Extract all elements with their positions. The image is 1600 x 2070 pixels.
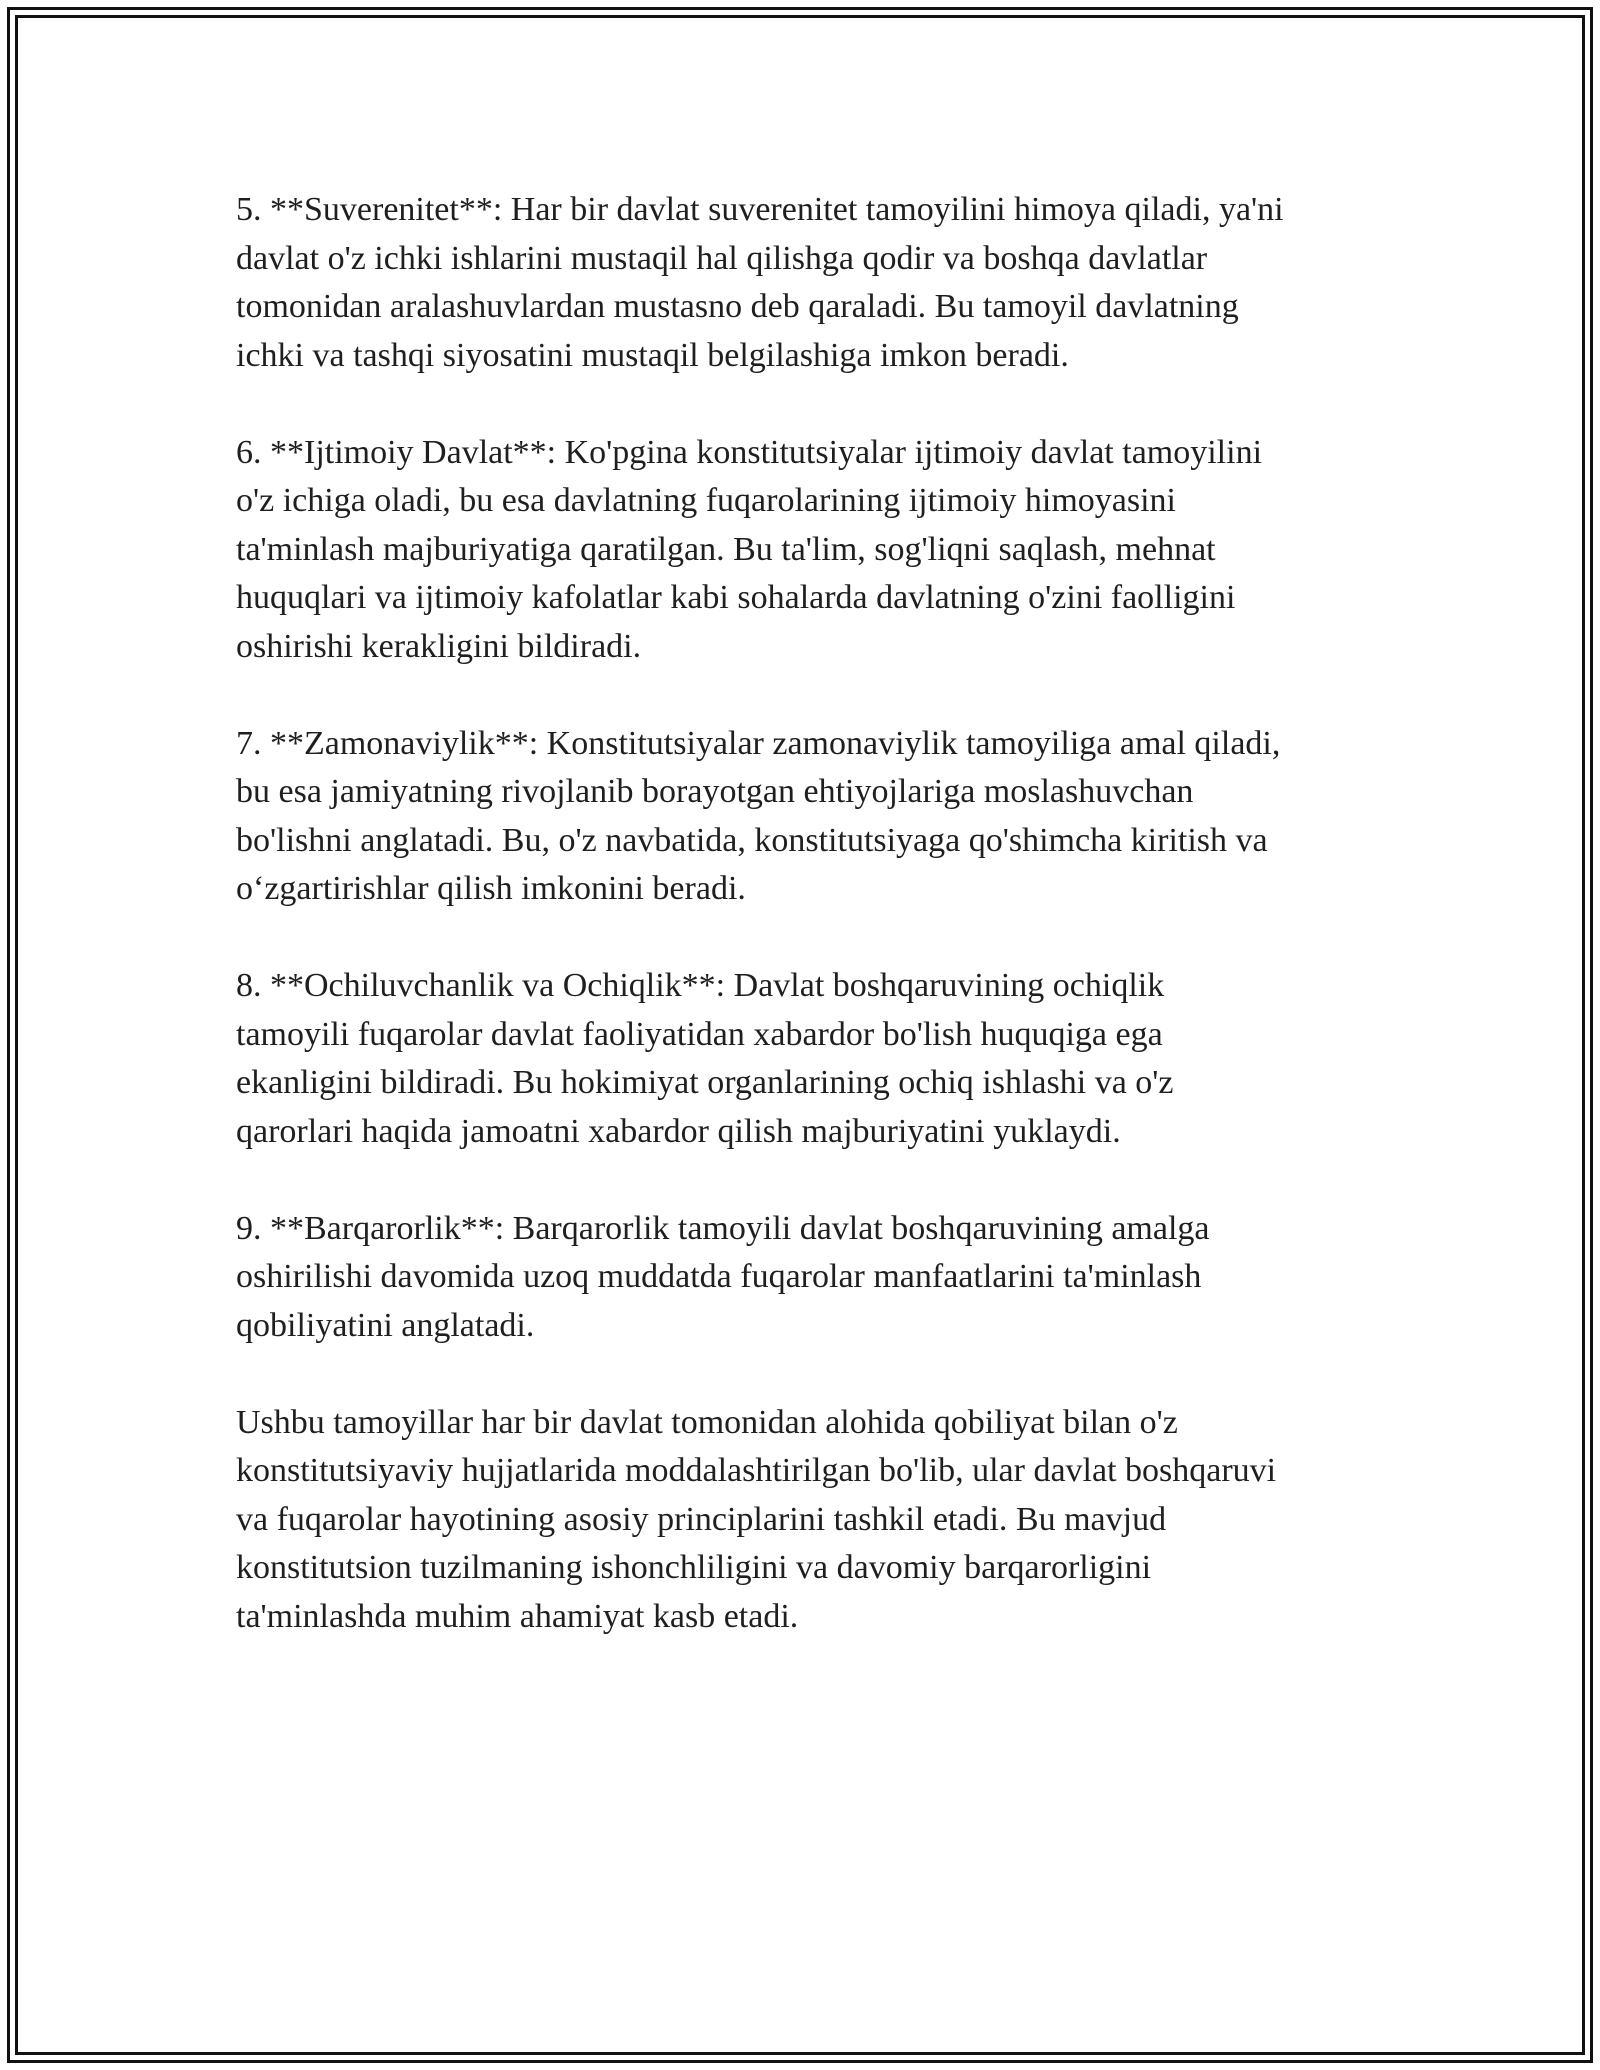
paragraph-zamonaviylik: 7. **Zamonaviylik**: Konstitutsiyalar zamonaviylik tamoyiliga amal qiladi, bu esa jamiyatning rivojlanib borayotgan ehtiyojlariga moslashuvchan bo'lishni anglatadi. Bu, o'z navbatida, konstitutsiyaga qo'shimcha kiritish va o‘zgartirishlar qilish imkonini beradi. [236,724,1281,907]
paragraph-suverenitet: 5. **Suverenitet**: Har bir davlat suverenitet tamoyilini himoya qiladi, ya'ni davlat o'z ichki ishlarini mustaqil hal qilishga qodir va boshqa davlatlar tomonidan aralashuvlardan mustasno deb qaraladi. Bu tamoyil davlatning ichki va tashqi siyosatini mustaqil belgilashiga imkon beradi. [236,191,1284,374]
paragraph-barqarorlik: 9. **Barqarorlik**: Barqarorlik tamoyili davlat boshqaruvining amalga oshirilishi davomida uzoq muddatda fuqarolar manfaatlarini ta'minlash qobiliyatini anglatadi. [236,1209,1210,1344]
document-body [236,186,1376,1641]
paragraph-ochiqlik: 8. **Ochiluvchanlik va Ochiqlik**: Davlat boshqaruvining ochiqlik tamoyili fuqarolar davlat faoliyatidan xabardor bo'lish huquqiga ega ekanligini bildiradi. Bu hokimiyat organlarining ochiq ishlashi va o'z qarorlari haqida jamoatni xabardor qilish majburiyatini yuklaydi. [236,967,1174,1150]
paragraph-ijtimoiy-davlat: 6. **Ijtimoiy Davlat**: Ko'pgina konstitutsiyalar ijtimoiy davlat tamoyilini o'z ichiga oladi, bu esa davlatning fuqarolarining ijtimoiy himoyasini ta'minlash majburiyatiga qaratilgan. Bu ta'lim, sog'liqni saqlash, mehnat huquqlari va ijtimoiy kafolatlar kabi sohalarda davlatning o'zini faolligini oshirishi kerakligini bildiradi. [236,433,1263,665]
paragraph-conclusion: Ushbu tamoyillar har bir davlat tomonidan alohida qobiliyat bilan o'z konstitutsiyaviy hujjatlarida moddalashtirilgan bo'lib, ular davlat boshqaruvi va fuqarolar hayotining asosiy principlarini tashkil etadi. Bu mavjud konstitutsion tuzilmaning ishonchliligini va davomiy barqarorligini ta'minlashda muhim ahamiyat kasb etadi. [236,1403,1277,1635]
